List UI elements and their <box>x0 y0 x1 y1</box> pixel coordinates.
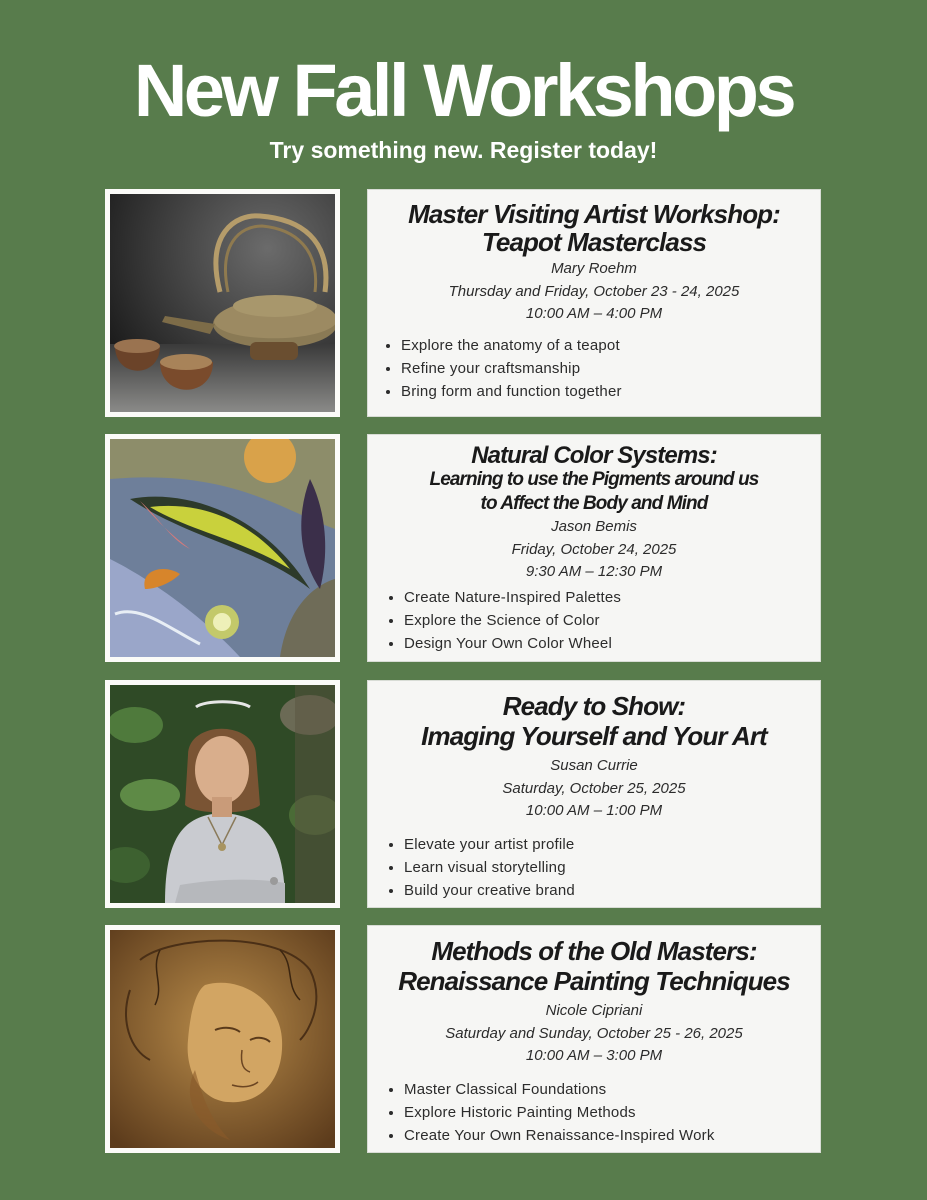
workshop-title <box>368 936 820 996</box>
renaissance-drawing-illustration <box>110 930 335 1148</box>
instructor-name: Nicole Cipriani <box>545 1002 643 1019</box>
workshop-time: 10:00 AM – 3:00 PM <box>525 1047 663 1064</box>
workshop-highlights <box>368 586 820 655</box>
abstract-painting-image <box>105 434 340 662</box>
workshop-date: Friday, October 24, 2025 <box>511 540 677 558</box>
title-line: Methods of the Old Masters: <box>431 936 757 966</box>
abstract-painting-illustration <box>110 439 335 657</box>
list-item: • Explore the anatomy of a teapot <box>401 334 820 357</box>
page-title: New Fall Workshops <box>133 49 794 132</box>
list-item: • Create Nature-Inspired Palettes <box>404 586 820 609</box>
workshop-details <box>368 516 820 584</box>
portrait-illustration <box>110 685 335 903</box>
list-item: • Explore Historic Painting Methods <box>404 1101 820 1124</box>
workshop-card <box>367 434 821 662</box>
portrait-photo <box>105 680 340 908</box>
list-item: • Design Your Own Color Wheel <box>404 632 820 655</box>
title-line: Ready to Show: <box>502 691 686 721</box>
list-item: • Explore the Science of Color <box>404 609 820 632</box>
workshop-card <box>367 925 821 1153</box>
workshop-time: 10:00 AM – 4:00 PM <box>525 305 663 322</box>
teapot-image <box>105 189 340 417</box>
title-line: Teapot Masterclass <box>481 227 707 257</box>
list-item: • Master Classical Foundations <box>404 1078 820 1101</box>
instructor-name: Mary Roehm <box>551 260 637 277</box>
title-line: Learning to use the Pigments around us <box>429 469 759 490</box>
workshop-details <box>368 1000 820 1068</box>
instructor-name: Susan Currie <box>550 757 638 774</box>
workshop-title <box>368 691 820 751</box>
list-item: • Elevate your artist profile <box>404 833 820 856</box>
list-item: • Learn visual storytelling <box>404 856 820 879</box>
workshop-highlights <box>368 833 820 902</box>
list-item: • Build your creative brand <box>404 879 820 902</box>
renaissance-drawing-image <box>105 925 340 1153</box>
workshop-time: 9:30 AM – 12:30 PM <box>525 563 663 580</box>
workshop-title <box>368 443 820 516</box>
workshop-card <box>367 189 821 417</box>
workshop-date: Thursday and Friday, October 23 - 24, 2025 <box>448 282 740 300</box>
workshop-details <box>368 258 820 326</box>
workshop-highlights <box>368 1078 820 1147</box>
title-line: Master Visiting Artist Workshop: <box>408 199 780 229</box>
workshop-title <box>368 200 820 256</box>
page-subtitle: Try something new. Register today! <box>269 137 658 163</box>
workshop-time: 10:00 AM – 1:00 PM <box>525 802 663 819</box>
title-line: Renaissance Painting Techniques <box>398 966 790 996</box>
list-item: • Create Your Own Renaissance-Inspired Work <box>404 1124 820 1147</box>
workshop-date: Saturday, October 25, 2025 <box>502 779 686 797</box>
list-item: • Refine your craftsmanship <box>401 357 820 380</box>
teapot-illustration <box>110 194 335 412</box>
workshop-highlights <box>368 334 820 403</box>
workshop-card <box>367 680 821 908</box>
title-line: to Affect the Body and Mind <box>480 493 708 514</box>
title-line: Imaging Yourself and Your Art <box>421 721 767 751</box>
instructor-name: Jason Bemis <box>551 518 637 535</box>
workshop-date: Saturday and Sunday, October 25 - 26, 2025 <box>445 1024 743 1042</box>
title-line: Natural Color Systems: <box>471 442 717 469</box>
list-item: • Bring form and function together <box>401 380 820 403</box>
workshop-details <box>368 755 820 823</box>
